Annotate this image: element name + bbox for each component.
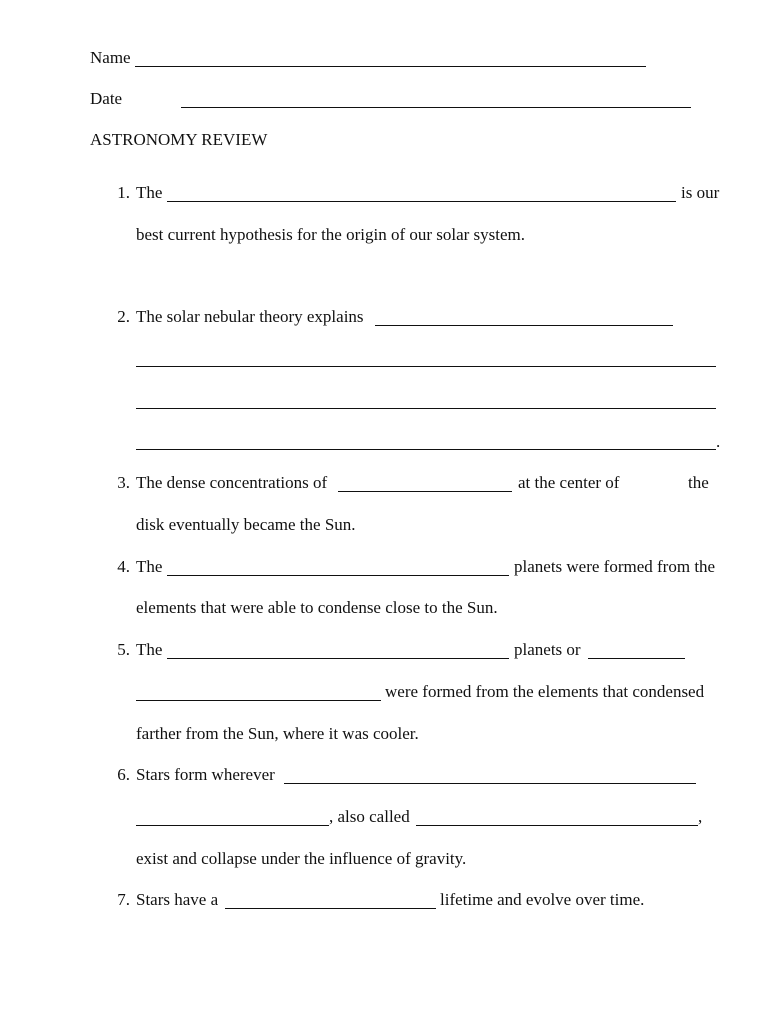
q7-blank[interactable] <box>225 908 436 909</box>
q3-text: the <box>688 473 709 492</box>
q2-blank[interactable] <box>136 408 716 409</box>
q6-text: exist and collapse under the influence of gravity. <box>136 849 467 868</box>
q5-text: The <box>136 640 163 659</box>
q3-text: disk eventually became the Sun. <box>136 515 356 534</box>
q2-blank[interactable] <box>375 325 673 326</box>
question-number-4: 4. <box>117 557 130 576</box>
q2-period: . <box>716 432 721 451</box>
q2-text: The solar nebular theory explains <box>136 307 364 326</box>
name-label: Name <box>90 48 131 67</box>
q1-text: is our <box>681 183 720 202</box>
q6-blank[interactable] <box>136 825 329 826</box>
q6-comma: , <box>698 807 703 826</box>
q5-blank[interactable] <box>167 658 509 659</box>
question-number-7: 7. <box>117 890 130 909</box>
q5-text: farther from the Sun, where it was cooler. <box>136 724 419 743</box>
q1-text: best current hypothesis for the origin of our solar system. <box>136 225 526 244</box>
question-number-2: 2. <box>117 307 130 326</box>
date-label: Date <box>90 89 123 108</box>
q5-text: were formed from the elements that condensed <box>385 682 705 701</box>
q6-text: Stars form wherever <box>136 765 275 784</box>
q5-blank[interactable] <box>588 658 685 659</box>
q4-text: The <box>136 557 163 576</box>
q4-blank[interactable] <box>167 575 509 576</box>
q5-blank[interactable] <box>136 700 381 701</box>
q1-text: The <box>136 183 163 202</box>
q7-text: Stars have a <box>136 890 219 909</box>
q4-text: elements that were able to condense close to the Sun. <box>136 598 498 617</box>
question-number-6: 6. <box>117 765 130 784</box>
question-number-5: 5. <box>117 640 130 659</box>
q7-text: lifetime and evolve over time. <box>440 890 645 909</box>
q5-text: planets or <box>514 640 581 659</box>
name-blank[interactable] <box>135 66 646 67</box>
q2-blank[interactable] <box>136 449 716 450</box>
q6-blank[interactable] <box>284 783 696 784</box>
page-title: ASTRONOMY REVIEW <box>90 130 268 149</box>
q3-text: at the center of <box>518 473 620 492</box>
date-blank[interactable] <box>181 107 691 108</box>
q2-blank[interactable] <box>136 366 716 367</box>
question-number-3: 3. <box>117 473 130 492</box>
q4-text: planets were formed from the <box>514 557 716 576</box>
question-number-1: 1. <box>117 183 130 202</box>
q3-blank[interactable] <box>338 491 512 492</box>
q6-blank[interactable] <box>416 825 698 826</box>
q3-text: The dense concentrations of <box>136 473 328 492</box>
q1-blank[interactable] <box>167 201 676 202</box>
q6-text: , also called <box>329 807 410 826</box>
